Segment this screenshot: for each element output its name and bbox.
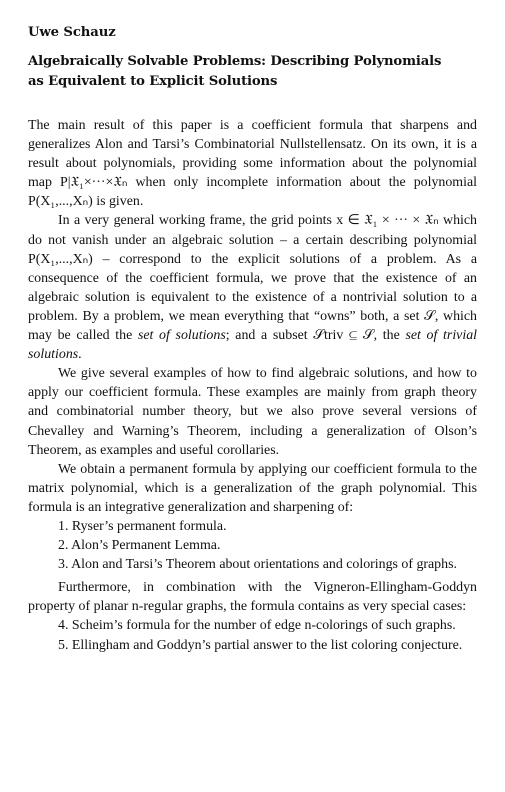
- paragraph-2-text-a: In a very general working frame, the grid points x ∈ 𝔛₁ × ··· × 𝔛ₙ which do not vanish under an algebraic solution – a certain describing polynomial P(X₁,...,Xₙ) – correspond to the explicit solutions of a problem. As a consequence of the coefficient formula, we prove that the existence of an algebraic solution is equivalent to the existence of a nontrivial solution to a problem. By a problem, we mean everything that “owns” both, a set 𝒮, which may be called the: [28, 213, 477, 344]
- paragraph-4: We obtain a permanent formula by applying our coefficient formula to the matrix polynomial, which is a generalization of the graph polynomial. This formula is an integrative generalization and sharpening of:: [28, 461, 477, 515]
- list-item-5: 5. Ellingham and Goddyn’s partial answer to the list coloring conjecture.: [58, 637, 463, 653]
- paragraph-2-text-b: ; and a subset 𝒮triv ⊆ 𝒮, the: [225, 328, 406, 344]
- list-item-1: 1. Ryser’s permanent formula.: [58, 518, 227, 534]
- page: [28, 24, 477, 655]
- list-item-3: 3. Alon and Tarsi’s Theorem about orientations and colorings of graphs.: [58, 557, 457, 573]
- paragraph-2: [28, 211, 477, 364]
- paper-title: [28, 52, 477, 92]
- title-line-2: as Equivalent to Explicit Solutions: [28, 74, 278, 89]
- title-line-1: Algebraically Solvable Problems: Describing Polynomials: [28, 54, 442, 69]
- set-of-trivial-solutions-term: set of trivial solutions: [28, 328, 478, 363]
- paragraph-1: The main result of this paper is a coefficient formula that sharpens and generalizes Alon and Tarsi’s Combinatorial Nullstellensatz. On its own, it is a result about polynomials, providing some information about the polynomial map P|𝔛₁×···×𝔛ₙ when only incomplete information about the polynomial P(X₁,...,Xₙ) is given.: [28, 118, 477, 210]
- abstract-body: [28, 116, 477, 655]
- author-name: Uwe Schauz: [28, 25, 116, 40]
- list-item-4: 4. Scheim’s formula for the number of edge n-colorings of such graphs.: [58, 618, 456, 634]
- paragraph-5: Furthermore, in combination with the Vigneron-Ellingham-Goddyn property of planar n-regular graphs, the formula contains as very special cases:: [28, 580, 477, 615]
- paragraph-3: We give several examples of how to find algebraic solutions, and how to apply our coefficient formula. These examples are mainly from graph theory and combinatorial number theory, but we also prove several versions of Chevalley and Warning’s Theorem, including a generalization of Olson’s Theorem, as examples and useful corollaries.: [28, 366, 477, 458]
- paragraph-2-text-c: .: [78, 347, 82, 363]
- list-item-2: 2. Alon’s Permanent Lemma.: [58, 538, 221, 554]
- set-of-solutions-term: set of solutions: [137, 328, 226, 344]
